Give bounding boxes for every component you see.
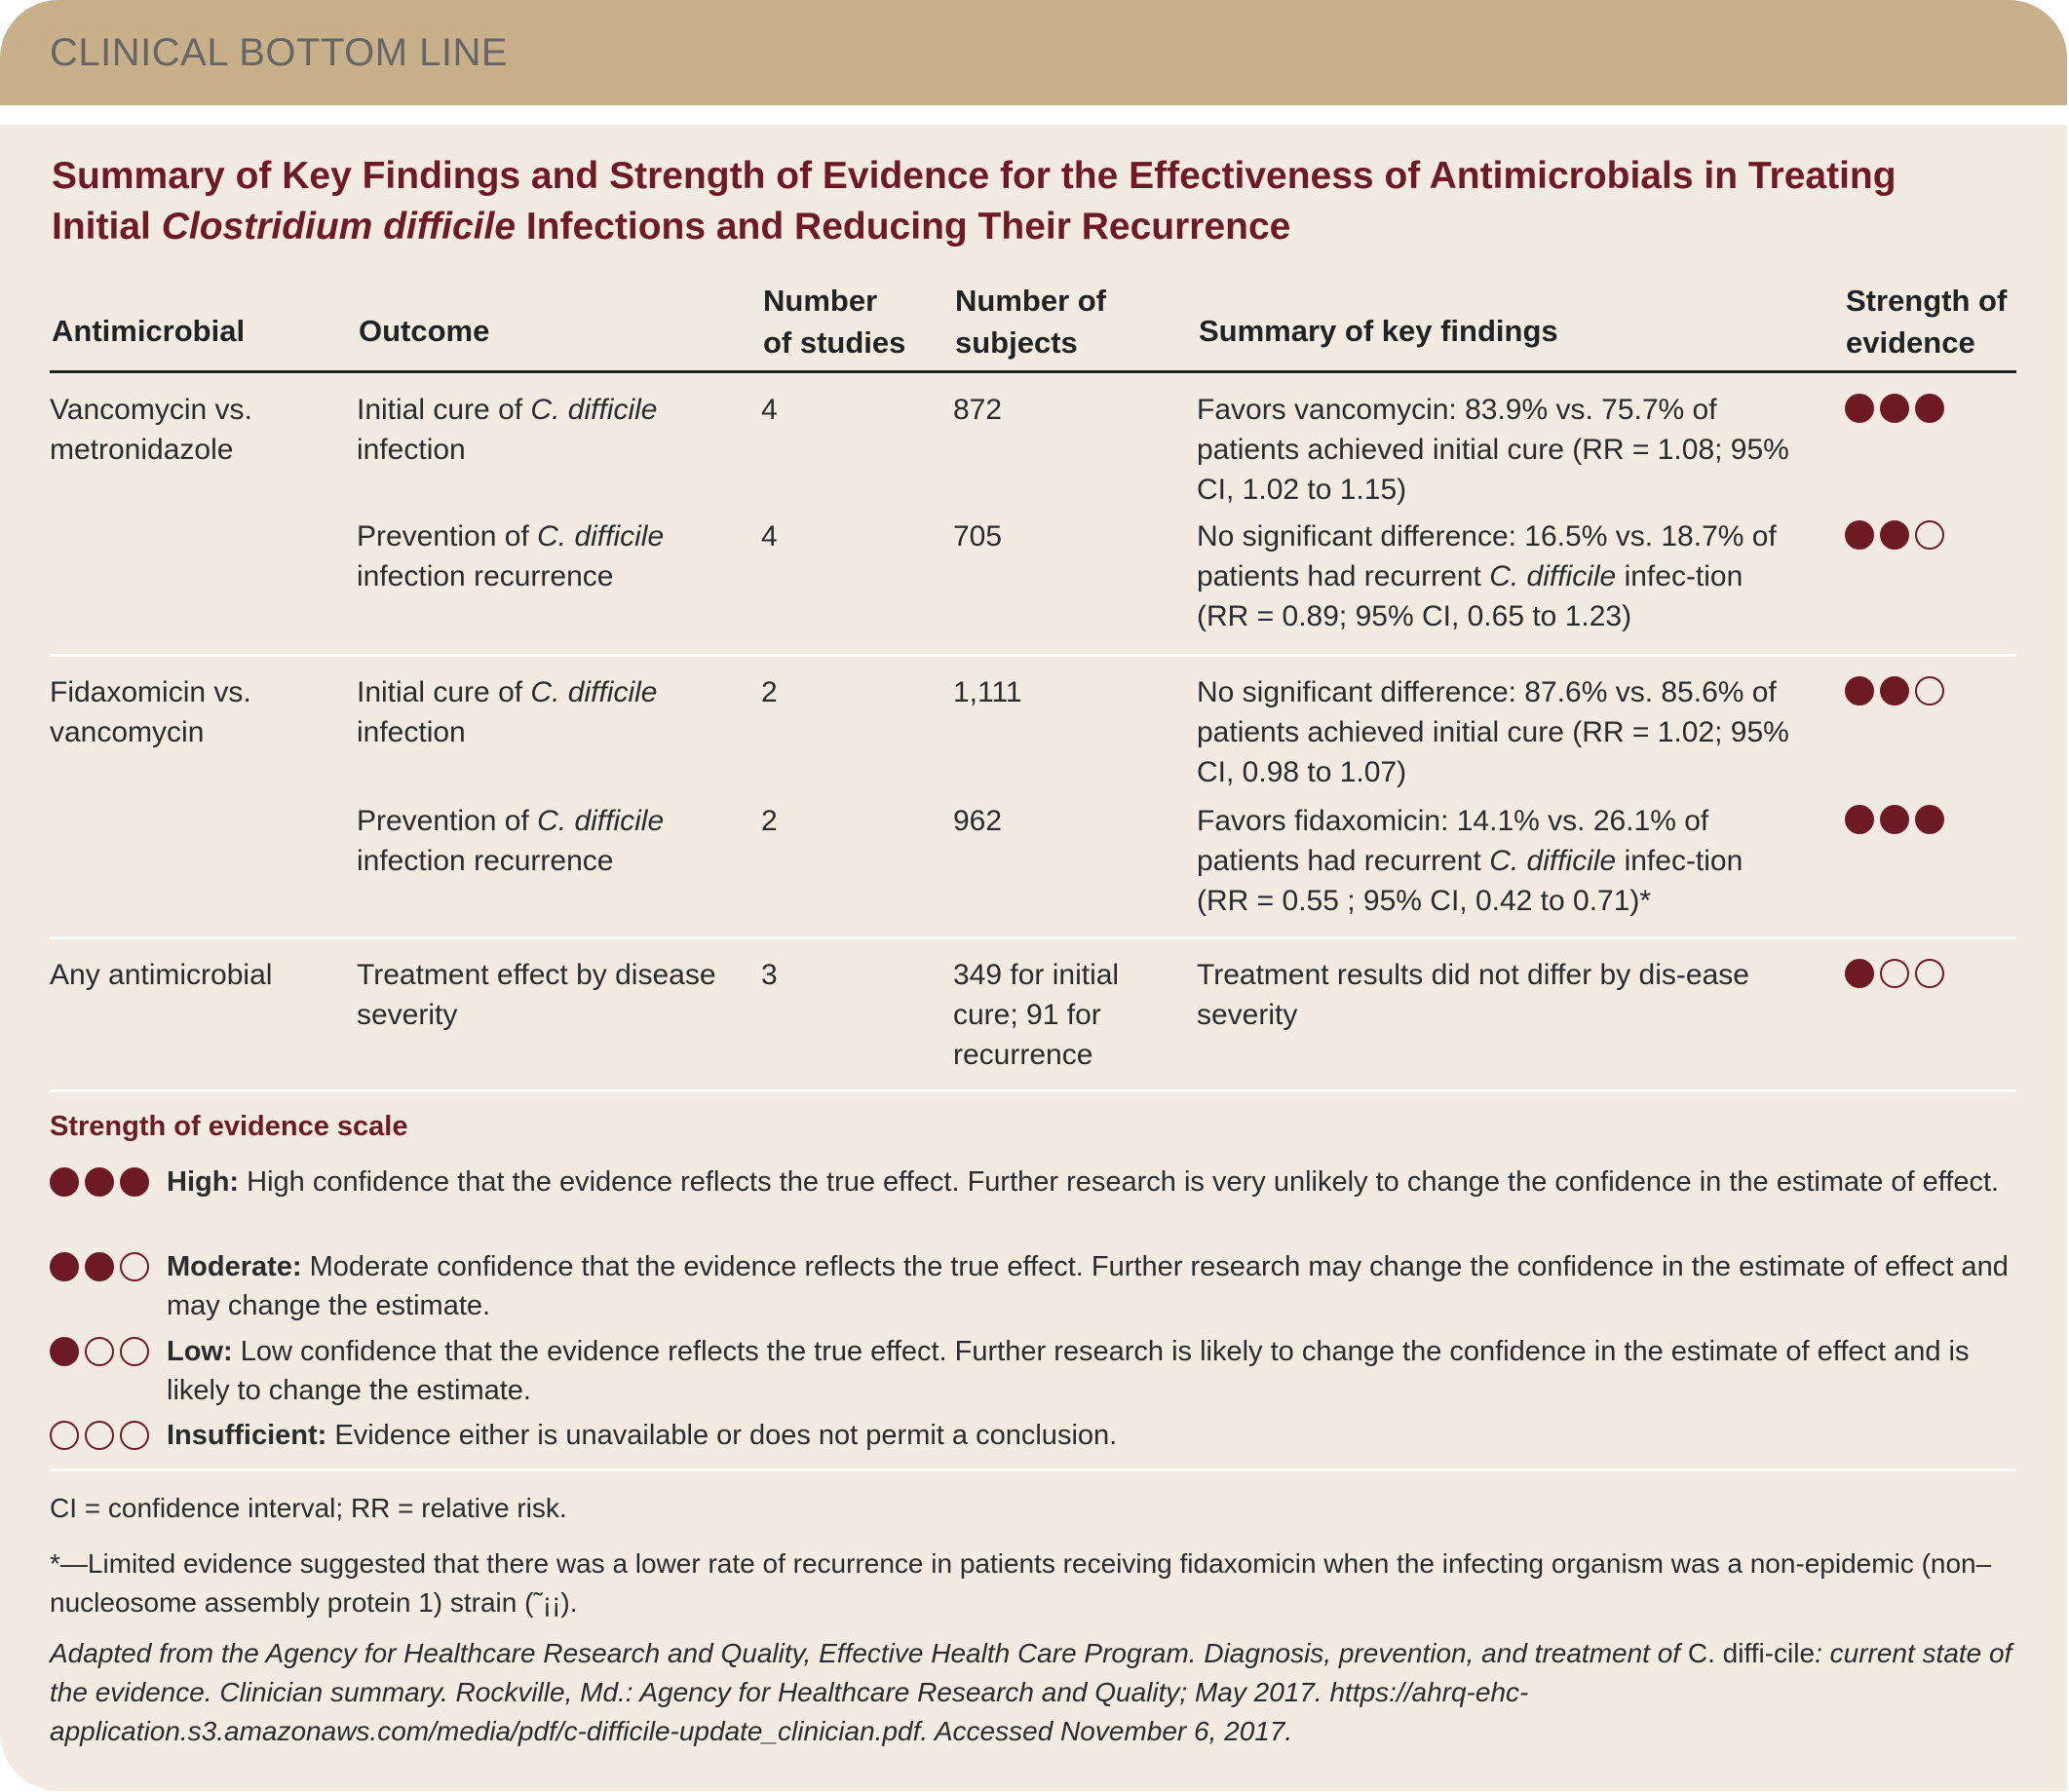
filled-circle-icon: [1880, 520, 1909, 550]
scale-item: [50, 1163, 2018, 1201]
summary-text: Favors fidaxomicin: 14.1% vs. 26.1% of patients had recurrent: [1197, 805, 1709, 877]
row-outcome: [357, 672, 727, 752]
row-summary: [1197, 516, 1801, 636]
filled-circle-icon: [1880, 676, 1909, 705]
strength-rating: [1845, 394, 1944, 423]
scale-item: [50, 1416, 2018, 1455]
header-studies-line1: Number: [763, 284, 878, 318]
empty-circle-icon: [85, 1337, 114, 1366]
strength-rating: [50, 1337, 149, 1366]
banner-label: CLINICAL BOTTOM LINE: [50, 31, 509, 74]
empty-circle-icon: [1915, 959, 1944, 988]
strength-rating: [50, 1167, 149, 1197]
outcome-text-end: infection: [357, 434, 466, 466]
row-subjects: 1,111: [953, 676, 1022, 708]
header-studies-line2: of studies: [763, 325, 906, 360]
row-divider: [50, 654, 2016, 657]
filled-circle-icon: [50, 1167, 79, 1197]
row-antimicrobial: Fidaxomicin vs. vancomycin: [50, 676, 251, 748]
empty-circle-icon: [120, 1421, 149, 1450]
scale-level-label: Insufficient:: [167, 1420, 327, 1451]
row-subjects: 349 for initial cure; 91 for recurrence: [953, 959, 1120, 1071]
row-studies: 3: [761, 959, 778, 991]
header-subjects-line1: Number of: [955, 284, 1106, 318]
outcome-organism: C. difficile: [530, 394, 658, 426]
strength-rating: [1845, 959, 1944, 988]
scale-level-label: Low:: [167, 1336, 233, 1367]
filled-circle-icon: [1915, 805, 1944, 834]
filled-circle-icon: [1845, 394, 1874, 423]
row-summary: [1197, 801, 1801, 921]
header-strength: [1846, 271, 2007, 358]
scale-item: [50, 1247, 2018, 1325]
title-text-end: Infections and Reducing Their Recurrence: [516, 206, 1291, 248]
filled-circle-icon: [85, 1167, 114, 1197]
outcome-text: Initial cure of: [357, 676, 531, 708]
outcome-organism: C. difficile: [537, 520, 665, 553]
summary-text-end: infec-tion (RR = 0.89; 95% CI, 0.65 to 1.23): [1197, 560, 1743, 632]
row-summary: [1197, 390, 1801, 510]
row-studies: 4: [761, 520, 778, 553]
strength-rating: [1845, 520, 1944, 550]
banner-gap: [0, 105, 2067, 125]
source-organism: C. diffi-cile: [1687, 1638, 1816, 1668]
filled-circle-icon: [120, 1167, 149, 1197]
row-studies: 2: [761, 805, 778, 837]
strength-rating: [50, 1421, 149, 1450]
scale-level-text: Moderate confidence that the evidence reflects the true effect. Further research may change the confidence in the estimate of effect and may change the estimate.: [167, 1251, 2009, 1321]
outcome-text-end: infection recurrence: [357, 560, 614, 592]
outcome-text-end: infection: [357, 716, 466, 748]
outcome-text-end: infection recurrence: [357, 845, 614, 877]
row-studies: 4: [761, 394, 778, 426]
row-outcome: [357, 955, 727, 1035]
row-divider: [50, 936, 2016, 939]
scale-description: [167, 1247, 2018, 1325]
source-note: [50, 1634, 2018, 1751]
abbreviations-note: CI = confidence interval; RR = relative risk.: [50, 1493, 567, 1523]
outcome-text: Treatment effect by disease severity: [357, 959, 716, 1031]
banner: [0, 0, 2067, 105]
summary-organism: C. difficile: [1489, 560, 1617, 592]
row-divider: [50, 1089, 2016, 1092]
strength-rating: [1845, 805, 1944, 834]
filled-circle-icon: [85, 1252, 114, 1281]
summary-text-end: infec-tion (RR = 0.55 ; 95% CI, 0.42 to 0.71)*: [1197, 845, 1743, 917]
outcome-text: Prevention of: [357, 520, 538, 553]
row-studies: 2: [761, 676, 778, 708]
header-studies: [763, 271, 905, 358]
row-subjects: 872: [953, 394, 1003, 426]
outcome-text: Initial cure of: [357, 394, 531, 426]
strength-rating: [1845, 676, 1944, 705]
row-outcome: [357, 801, 727, 881]
empty-circle-icon: [85, 1421, 114, 1450]
title-italic: Clostridium difficile: [161, 206, 517, 248]
scale-description: [167, 1416, 2018, 1455]
outcome-organism: C. difficile: [537, 805, 665, 837]
header-antimicrobial: Antimicrobial: [52, 314, 246, 348]
empty-circle-icon: [1915, 520, 1944, 550]
scale-level-label: Moderate:: [167, 1251, 302, 1282]
strength-rating: [50, 1252, 149, 1281]
summary-text: Treatment results did not differ by dis-ease severity: [1197, 959, 1749, 1031]
table-title: [52, 151, 2001, 252]
filled-circle-icon: [50, 1337, 79, 1366]
header-rule: [50, 370, 2016, 373]
filled-circle-icon: [1845, 676, 1874, 705]
scale-level-text: High confidence that the evidence reflects the true effect. Further research is very unlikely to change the confidence in the estimate of effect.: [239, 1166, 2000, 1198]
scale-divider: [50, 1468, 2016, 1471]
asterisk-footnote: *—Limited evidence suggested that there was a lower rate of recurrence in patients receiving fidaxomicin when the infecting organism was a non-epidemic (non–nucleosome assembly protein 1) strain (˜¡¡).: [50, 1548, 1992, 1618]
empty-circle-icon: [50, 1421, 79, 1450]
empty-circle-icon: [1880, 959, 1909, 988]
empty-circle-icon: [120, 1252, 149, 1281]
outcome-text: Prevention of: [357, 805, 538, 837]
scale-level-text: Low confidence that the evidence reflects the true effect. Further research is likely to change the confidence in the estimate of effect and is likely to change the estimate.: [167, 1336, 1970, 1406]
row-subjects: 705: [953, 520, 1003, 553]
empty-circle-icon: [120, 1337, 149, 1366]
row-antimicrobial: Vancomycin vs. metronidazole: [50, 394, 252, 466]
scale-level-text: Evidence either is unavailable or does not permit a conclusion.: [326, 1420, 1118, 1451]
scale-heading: Strength of evidence scale: [50, 1111, 408, 1142]
outcome-organism: C. difficile: [530, 676, 658, 708]
summary-text: No significant difference: 16.5% vs. 18.7% of patients had recurrent: [1197, 520, 1777, 592]
filled-circle-icon: [1880, 805, 1909, 834]
header-strength-line1: Strength of: [1846, 284, 2008, 318]
row-outcome: [357, 390, 727, 470]
header-subjects: [955, 271, 1106, 358]
scale-level-label: High:: [167, 1166, 240, 1198]
scale-description: [167, 1163, 2018, 1201]
header-outcome: Outcome: [359, 314, 490, 348]
summary-organism: C. difficile: [1489, 845, 1617, 877]
title-text: Summary of Key Findings and Strength of Evidence for the Effectiveness of Antimicrobials in Treating Initial: [52, 155, 1897, 248]
filled-circle-icon: [50, 1252, 79, 1281]
empty-circle-icon: [1915, 676, 1944, 705]
header-strength-line2: evidence: [1846, 325, 1975, 360]
row-outcome: [357, 516, 727, 596]
row-subjects: 962: [953, 805, 1003, 837]
summary-text: No significant difference: 87.6% vs. 85.6% of patients achieved initial cure (RR = 1.02; 95% CI, 0.98 to 1.07): [1197, 676, 1789, 788]
filled-circle-icon: [1915, 394, 1944, 423]
filled-circle-icon: [1880, 394, 1909, 423]
source-text: Adapted from the Agency for Healthcare Research and Quality, Effective Health Care Program. Diagnosis, prevention, and treatment of: [50, 1638, 1688, 1668]
row-summary: [1197, 672, 1801, 792]
filled-circle-icon: [1845, 959, 1874, 988]
scale-item: [50, 1332, 2018, 1410]
summary-text: Favors vancomycin: 83.9% vs. 75.7% of patients achieved initial cure (RR = 1.08; 95% CI, 1.02 to 1.15): [1197, 394, 1789, 506]
scale-description: [167, 1332, 2018, 1410]
filled-circle-icon: [1845, 520, 1874, 550]
row-antimicrobial: Any antimicrobial: [50, 959, 273, 991]
row-summary: [1197, 955, 1801, 1035]
filled-circle-icon: [1845, 805, 1874, 834]
header-summary: Summary of key findings: [1199, 314, 1558, 348]
header-subjects-line2: subjects: [955, 325, 1078, 360]
source-text-end: : current state of the evidence. Clinician summary. Rockville, Md.: Agency for Healthcare Research and Quality; May 2017. https://ahrq-ehc-application.s3.amazonaws.com/media/pdf/c-difficile-update_clinician.pdf. Accessed November 6, 2017.: [50, 1638, 2012, 1746]
